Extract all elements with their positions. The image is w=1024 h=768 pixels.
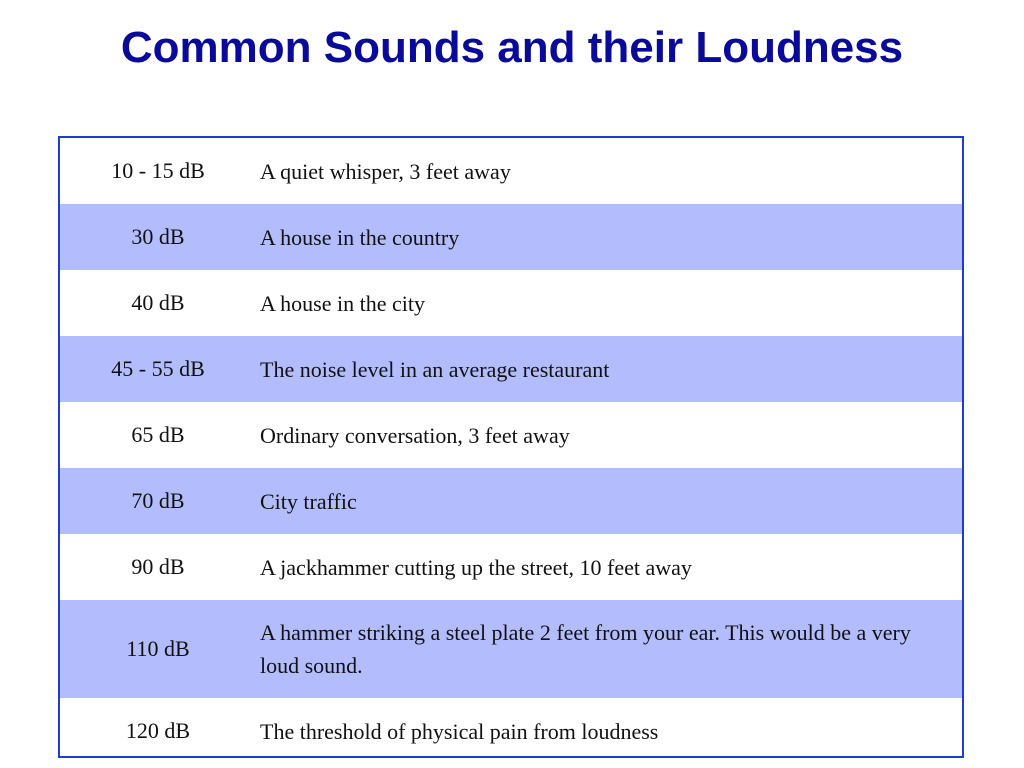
description-cell: The noise level in an average restaurant — [256, 336, 962, 402]
decibel-cell: 40 dB — [131, 290, 185, 315]
decibel-cell: 65 dB — [131, 422, 185, 447]
table-row — [60, 270, 962, 336]
decibel-cell: 90 dB — [131, 554, 185, 579]
loudness-table-frame — [58, 136, 964, 758]
page-title: Common Sounds and their Loudness — [120, 23, 904, 72]
loudness-table — [60, 138, 962, 764]
table-row — [60, 600, 962, 698]
table-row — [60, 534, 962, 600]
decibel-cell: 110 dB — [60, 600, 256, 698]
decibel-cell: 10 - 15 dB — [111, 158, 205, 183]
decibel-cell: 45 - 55 dB — [60, 336, 256, 402]
decibel-cell: 120 dB — [125, 718, 191, 743]
description-cell: A house in the country — [256, 204, 962, 270]
decibel-cell: 30 dB — [60, 204, 256, 270]
table-row — [60, 402, 962, 468]
table-row — [60, 468, 962, 534]
table-row — [60, 204, 962, 270]
table-row — [60, 698, 962, 764]
table-row — [60, 336, 962, 402]
decibel-cell: 70 dB — [60, 468, 256, 534]
table-row — [60, 138, 962, 204]
description-cell: A hammer striking a steel plate 2 feet from your ear. This would be a very loud sound. — [256, 600, 962, 698]
description-cell: Ordinary conversation, 3 feet away — [260, 422, 570, 448]
description-cell: A jackhammer cutting up the street, 10 feet away — [260, 554, 692, 580]
description-cell: City traffic — [256, 468, 962, 534]
description-cell: A quiet whisper, 3 feet away — [260, 158, 511, 184]
description-cell: The threshold of physical pain from loudness — [260, 718, 659, 744]
description-cell: A house in the city — [260, 290, 425, 316]
